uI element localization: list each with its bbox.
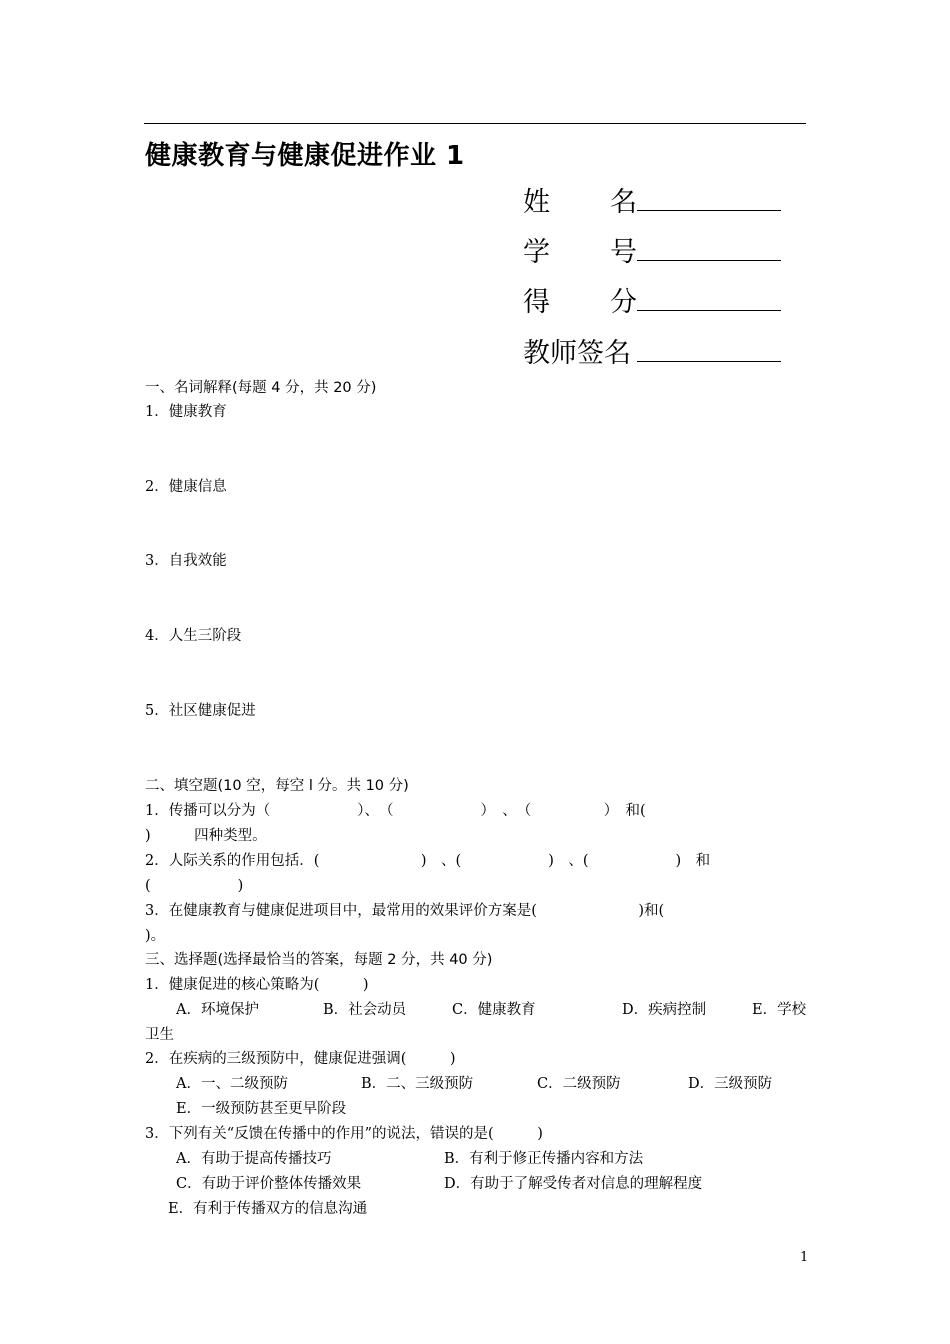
- fill-question-3-cont: )。: [145, 928, 166, 944]
- fill-question-2: 2．人际关系的作用包括．( ) 、( ) 、( ) 和: [145, 853, 711, 869]
- page-number: 1: [800, 1250, 809, 1265]
- choice-question-2: 2．在疾病的三级预防中，健康促进强调( ): [145, 1051, 456, 1067]
- option-b[interactable]: B．有利于修正传播内容和方法: [444, 1151, 644, 1167]
- option-d[interactable]: D．疾病控制: [622, 1002, 707, 1018]
- teacher-signature-blank[interactable]: [637, 347, 781, 362]
- option-a[interactable]: A．一、二级预防: [176, 1076, 288, 1092]
- fill-question-1-cont: ) 四种类型。: [145, 828, 267, 844]
- option-e[interactable]: E．有利于传播双方的信息沟通: [168, 1201, 368, 1217]
- student-id-field[interactable]: [523, 230, 781, 269]
- option-b[interactable]: B．社会动员: [323, 1002, 407, 1018]
- choice-question-1: 1．健康促进的核心策略为( ): [145, 977, 369, 993]
- option-e[interactable]: E．一级预防甚至更早阶段: [176, 1101, 347, 1117]
- score-label: 得 分: [523, 287, 637, 318]
- name-blank[interactable]: [637, 196, 781, 211]
- fill-question-1: 1．传播可以分为（ ）、 （ ） 、 （ ） 和(: [145, 803, 646, 819]
- option-c[interactable]: C．二级预防: [537, 1076, 621, 1092]
- choice-question-3: 3．下列有关“反馈在传播中的作用”的说法，错误的是( ): [145, 1126, 543, 1142]
- option-e[interactable]: E．学校: [752, 1002, 807, 1018]
- score-field[interactable]: [523, 280, 781, 319]
- term-item: 4．人生三阶段: [145, 628, 242, 644]
- section2-heading: 二、填空题(10 空，每空 l 分。共 10 分): [145, 778, 409, 794]
- teacher-signature-label: 教师签名: [523, 338, 631, 369]
- teacher-signature-field[interactable]: [523, 331, 781, 370]
- option-c[interactable]: C．健康教育: [452, 1002, 536, 1018]
- student-id-label: 学 号: [523, 237, 637, 268]
- fill-question-2-cont: ( ): [145, 878, 244, 894]
- option-a[interactable]: A．环境保护: [176, 1002, 259, 1018]
- fill-question-3: 3．在健康教育与健康促进项目中，最常用的效果评价方案是( )和(: [145, 903, 665, 919]
- section1-heading: 一、名词解释(每题 4 分，共 20 分): [145, 380, 377, 396]
- term-item: 5．社区健康促进: [145, 703, 256, 719]
- name-label: 姓 名: [523, 187, 637, 218]
- student-id-blank[interactable]: [637, 246, 781, 261]
- option-c[interactable]: C．有助于评价整体传播效果: [176, 1176, 362, 1192]
- header-rule: [144, 123, 806, 124]
- score-blank[interactable]: [637, 296, 781, 311]
- section3-heading: 三、选择题(选择最恰当的答案，每题 2 分，共 40 分): [145, 952, 493, 968]
- term-item: 3．自我效能: [145, 553, 227, 569]
- document-title: 健康教育与健康促进作业 1: [145, 141, 465, 171]
- option-b[interactable]: B．二、三级预防: [361, 1076, 474, 1092]
- term-item: 2．健康信息: [145, 479, 227, 495]
- term-item: 1．健康教育: [145, 404, 227, 420]
- option-e-wrap: 卫生: [145, 1027, 174, 1043]
- option-d[interactable]: D．有助于了解受传者对信息的理解程度: [444, 1176, 703, 1192]
- name-field[interactable]: [523, 180, 781, 219]
- option-d[interactable]: D．三级预防: [688, 1076, 773, 1092]
- option-a[interactable]: A．有助于提高传播技巧: [176, 1151, 332, 1167]
